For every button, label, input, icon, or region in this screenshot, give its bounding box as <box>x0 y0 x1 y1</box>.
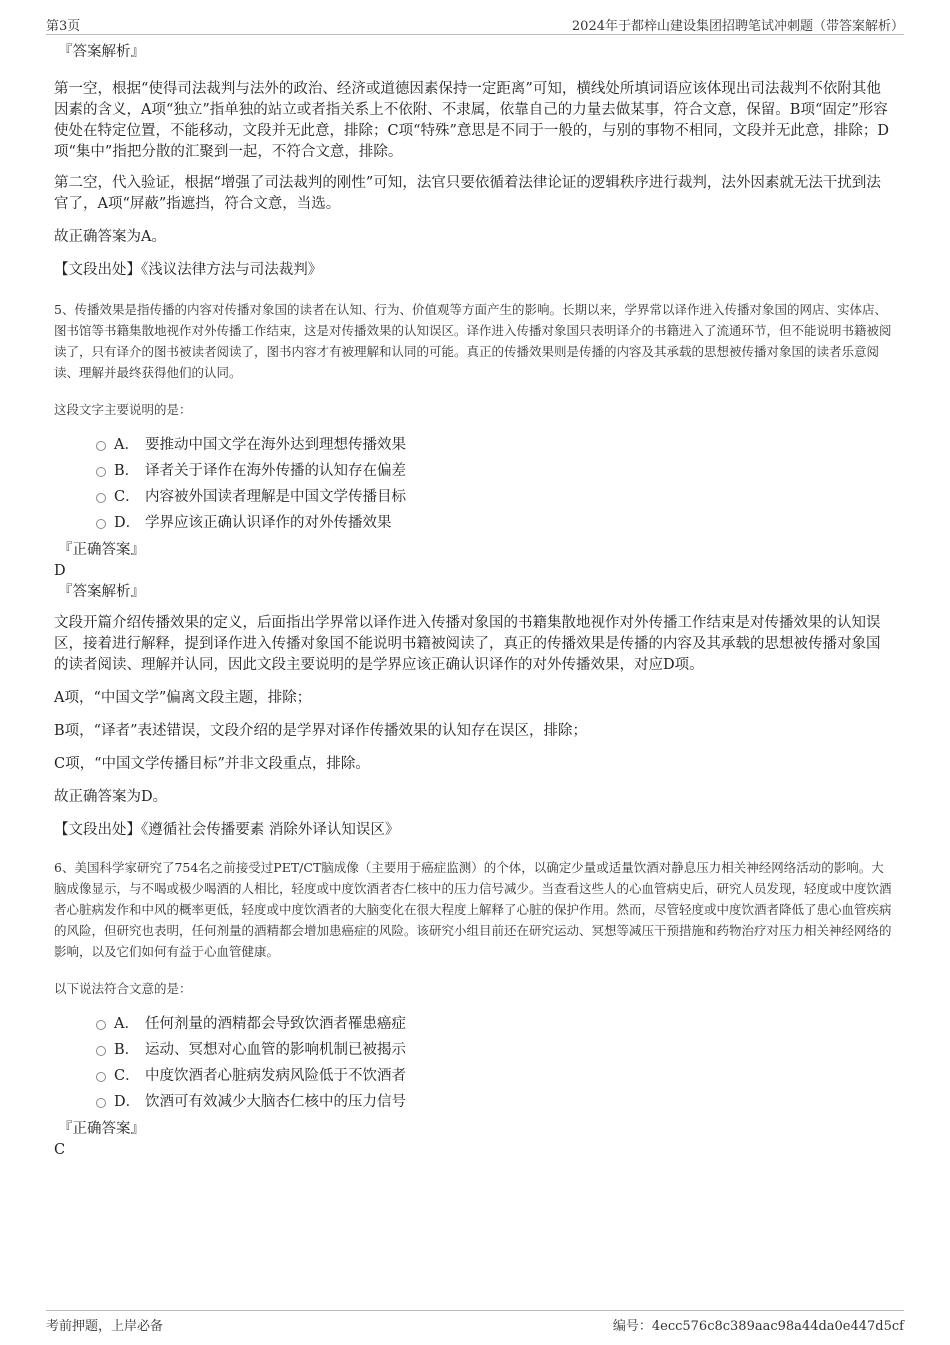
answer-value: C <box>54 1142 66 1158</box>
option-a[interactable]: A． 要推动中国文学在海外达到理想传播效果 <box>54 432 894 458</box>
radio-button[interactable] <box>96 467 106 477</box>
document-code: 编号：4ecc576c8c389aac98a44da0e447d5cf <box>612 1319 904 1334</box>
answer-conclusion: 故正确答案为A。 <box>54 229 166 245</box>
analysis-heading: 『答案解析』 <box>58 44 145 60</box>
analysis-paragraph: 文段开篇介绍传播效果的定义，后面指出学界常以译作进入传播对象国的书籍集散地视作对外传播工作结束是对传播效果的认知误区，接着进行解释，提到译作进入传播对象国不能说明书籍被阅读了，真正的传播效果是传播的内容及其承载的思想被传播对象国的读者阅读、理解并认同，因此文段主要说明的是学界应该正确认识译作的对外传播效果，对应D项。 <box>54 615 881 673</box>
question-prompt: 以下说法符合文意的是： <box>54 981 192 996</box>
option-list <box>54 1011 894 1115</box>
analysis-option-c: C项，“中国文学传播目标”并非文段重点，排除。 <box>54 756 370 772</box>
radio-button[interactable] <box>96 1046 106 1056</box>
analysis-paragraph: 第二空，代入验证，根据“增强了司法裁判的刚性”可知，法官只要依循着法律论证的逻辑秩序进行裁判，法外因素就无法干扰到法官了，A项“屏蔽”指遮挡，符合文意，当选。 <box>54 175 881 212</box>
answer-conclusion: 故正确答案为D。 <box>54 789 168 805</box>
radio-button[interactable] <box>96 1098 106 1108</box>
analysis-paragraph: 第一空，根据“使得司法裁判与法外的政治、经济或道德因素保持一定距离”可知，横线处所填词语应该体现出司法裁判不依附其他因素的含义，A项“独立”指单独的站立或者指关系上不依附、不隶属，依靠自己的力量去做某事，符合文意，保留。B项“固定”形容使处在特定位置，不能移动，文段并无此意，排除；C项“特殊”意思是不同于一般的，与别的事物不相同，文段并无此意，排除；D项“集中”指把分散的汇聚到一起，不符合文意，排除。 <box>54 81 890 160</box>
analysis-option-a: A项，“中国文学”偏离文段主题，排除； <box>54 690 312 706</box>
question-prompt: 这段文字主要说明的是： <box>54 402 192 417</box>
option-c[interactable]: C． 中度饮酒者心脏病发病风险低于不饮酒者 <box>54 1063 894 1089</box>
option-b[interactable]: B． 译者关于译作在海外传播的认知存在偏差 <box>54 458 894 484</box>
option-list <box>54 432 894 536</box>
page-content <box>54 42 894 1161</box>
footer-slogan: 考前押题，上岸必备 <box>46 1319 164 1334</box>
option-c[interactable]: C． 内容被外国读者理解是中国文学传播目标 <box>54 484 894 510</box>
document-title: 2024年于都梓山建设集团招聘笔试冲刺题（带答案解析） <box>571 19 904 34</box>
question-stem: 5、传播效果是指传播的内容对传播对象国的读者在认知、行为、价值观等方面产生的影响。长期以来，学界常以译作进入传播对象国的网店、实体店、图书馆等书籍集散地视作对外传播工作结束，这是对传播效果的认知误区。译作进入传播对象国只表明译介的书籍进入了流通环节，但不能说明书籍被阅读了，只有译介的图书被读者阅读了，图书内容才有被理解和认同的可能。真正的传播效果则是传播的内容及其承载的思想被传播对象国的读者乐意阅读、理解并最终获得他们的认同。 <box>54 302 892 380</box>
analysis-heading: 『答案解析』 <box>58 584 145 600</box>
option-d[interactable]: D． 学界应该正确认识译作的对外传播效果 <box>54 510 894 536</box>
page-number: 第3页 <box>46 19 81 34</box>
source-citation: 【文段出处】《遵循社会传播要素 消除外译认知误区》 <box>54 822 400 838</box>
question-stem: 6、美国科学家研究了754名之前接受过PET/CT脑成像（主要用于癌症监测）的个体，以确定少量或适量饮酒对静息压力相关神经网络活动的影响。大脑成像显示，与不喝或极少喝酒的人相比，轻度或中度饮酒者杏仁核中的压力信号减少。当查看这些人的心血管病史后，研究人员发现，轻度或中度饮酒者心脏病发作和中风的概率更低，轻度或中度饮酒者的大脑变化在很大程度上解释了心脏的保护作用。然而，尽管轻度或中度饮酒者降低了患心血管疾病的风险，但研究也表明，任何剂量的酒精都会增加患癌症的风险。该研究小组目前还在研究运动、冥想等减压干预措施和药物治疗对压力相关神经网络的影响，以及它们如何有益于心血管健康。 <box>54 860 892 959</box>
answer-heading: 『正确答案』 <box>58 1121 145 1137</box>
source-citation: 【文段出处】《浅议法律方法与司法裁判》 <box>54 262 323 278</box>
radio-button[interactable] <box>96 1020 106 1030</box>
radio-button[interactable] <box>96 1072 106 1082</box>
radio-button[interactable] <box>96 441 106 451</box>
radio-button[interactable] <box>96 493 106 503</box>
page-header <box>46 12 904 35</box>
answer-heading: 『正确答案』 <box>58 542 145 558</box>
page-footer <box>46 1310 904 1333</box>
answer-value: D <box>54 563 66 579</box>
option-b[interactable]: B． 运动、冥想对心血管的影响机制已被揭示 <box>54 1037 894 1063</box>
analysis-option-b: B项，“译者”表述错误，文段介绍的是学界对译作传播效果的认知存在误区，排除； <box>54 723 587 739</box>
option-d[interactable]: D． 饮酒可有效减少大脑杏仁核中的压力信号 <box>54 1089 894 1115</box>
option-a[interactable]: A． 任何剂量的酒精都会导致饮酒者罹患癌症 <box>54 1011 894 1037</box>
radio-button[interactable] <box>96 519 106 529</box>
